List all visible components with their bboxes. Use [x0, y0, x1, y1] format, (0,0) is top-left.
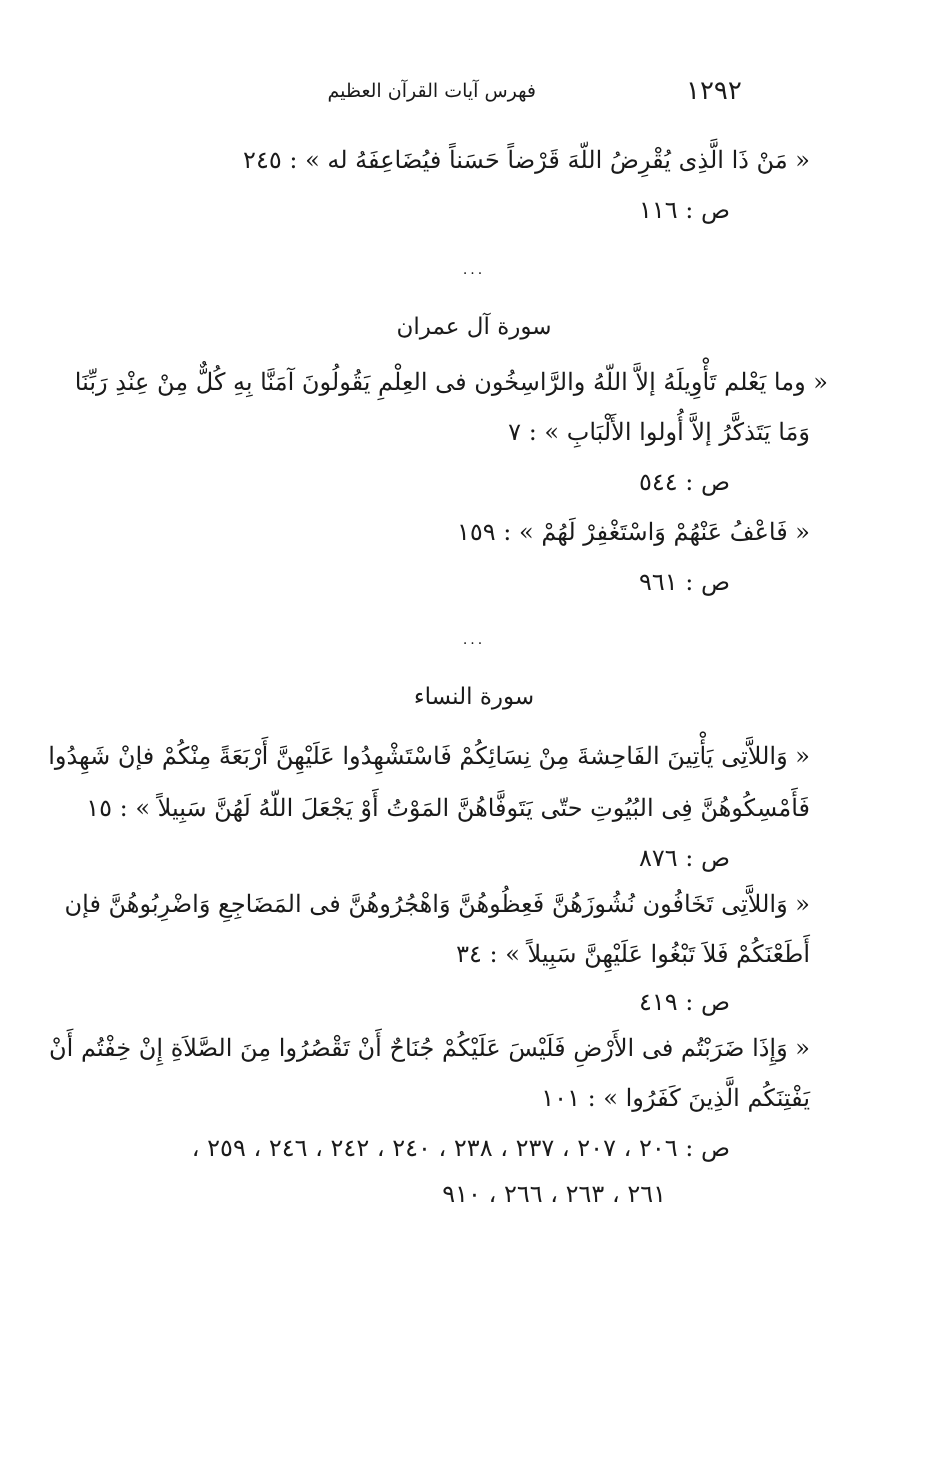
page-header-title: فهرس آيات القرآن العظيم [327, 80, 536, 102]
verse-line: يَفْتِنَكُم الَّذِينَ كَفَرُوا » : ١٠١ [541, 1084, 810, 1112]
verse-line: « وَاللاَّتِى يَأْتِينَ الفَاحِشةَ مِنْ نِسَائِكُمْ فَاسْتَشْهِدُوا عَلَيْهِنَّ أَرْبَعَةً مِنْكُمْ فإنْ شَهِدُوا [48, 742, 810, 770]
verse-line: أَطَعْنَكُمْ فَلاَ تَبْغُوا عَلَيْهِنَّ سَبِيلاً » : ٣٤ [456, 940, 810, 968]
page-reference: ص : ٤١٩ [638, 988, 730, 1016]
verse-line: « وما يَعْلم تَأْوِيلَهُ إلاَّ اللّهُ والرَّاسِخُون فى العِلْمِ يَقُولُونَ آمَنَّا بِهِ كُلٌّ مِنْ عِنْدِ رَبِّنَا [74, 368, 828, 396]
surah-title: سورة آل عمران [396, 314, 552, 340]
page-number: ١٢٩٢ [686, 76, 742, 106]
page-reference: ٢٦١ ، ٢٦٣ ، ٢٦٦ ، ٩١٠ [442, 1180, 666, 1208]
verse-line: « وَاللاَّتِى تَخَافُون نُشُوزَهُنَّ فَعِظُوهُنَّ وَاهْجُرُوهُنَّ فى المَضَاجِعِ وَاضْرِبُوهُنَّ فإن [64, 890, 810, 918]
page-reference: ص : ٩٦١ [638, 568, 730, 596]
page-reference: ص : ٨٧٦ [638, 844, 730, 872]
section-separator: ... [462, 632, 486, 648]
verse-line: وَمَا يَتَذكَّرُ إلاَّ أُولوا الأَلْبَابِ » : ٧ [508, 418, 810, 446]
verse-line: « مَنْ ذَا الَّذِى يُقْرِضُ اللّهَ قَرْضاً حَسَناً فيُضَاعِفَهُ له » : ٢٤٥ [243, 146, 810, 174]
page-reference: ص : ٢٠٦ ، ٢٠٧ ، ٢٣٧ ، ٢٣٨ ، ٢٤٠ ، ٢٤٢ ، ٢٤٦ ، ٢٥٩ ، [191, 1134, 730, 1162]
section-separator: ... [462, 262, 486, 278]
surah-title: سورة النساء [413, 684, 535, 710]
verse-line: « وَإِذَا ضَرَبْتُم فى الأَرْضِ فَلَيْسَ عَلَيْكُمْ جُنَاحٌ أَنْ تَقْصُرُوا مِنَ الصَّلاَةِ إِنْ خِفْتُم أَنْ [49, 1034, 810, 1062]
verse-line: « فَاعْفُ عَنْهُمْ وَاسْتَغْفِرْ لَهُمْ » : ١٥٩ [457, 518, 810, 546]
page-reference: ص : ٥٤٤ [638, 468, 730, 496]
verse-line: فَأَمْسِكُوهُنَّ فِى البُيُوتِ حتّى يَتَوفَّاهُنَّ المَوْتُ أَوْ يَجْعَلَ اللّهُ لَهُنَّ سَبِيلاً » : ١٥ [86, 794, 810, 822]
page-reference: ص : ١١٦ [638, 196, 730, 224]
